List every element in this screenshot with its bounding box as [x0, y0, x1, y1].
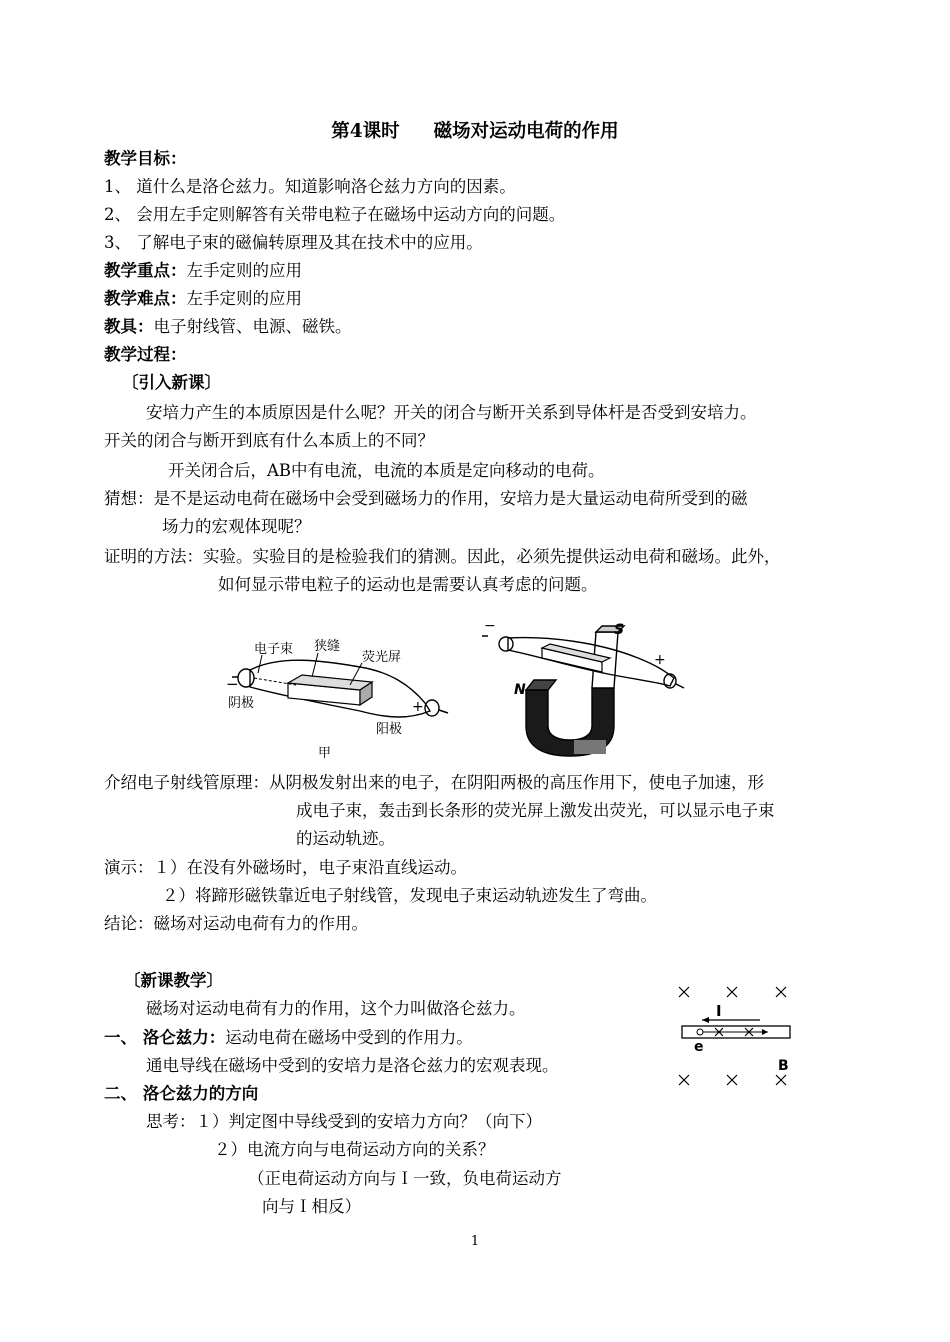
slit-pointer: [312, 653, 318, 677]
method-line-cont: 如何显示带电粒子的运动也是需要认真考虑的问题。: [218, 575, 598, 594]
lesson-topic: 磁场对运动电荷的作用: [433, 121, 619, 142]
section-definition: 运动电荷在磁场中受到的作用力。: [225, 1028, 473, 1047]
electron-arrowhead: [762, 1029, 768, 1035]
key-point: [104, 260, 302, 282]
objective-item: 3、 了解电子束的磁偏转原理及其在技术中的应用。: [104, 233, 483, 252]
key-point-text: 左手定则的应用: [186, 261, 302, 280]
think-answer-cont: 向与Ｉ相反）: [262, 1197, 361, 1216]
key-point-label: 教学重点：: [104, 261, 187, 280]
label-screen: 荧光屏: [362, 650, 402, 665]
tools-label: 教具：: [104, 317, 154, 336]
section-direction-heading: 二、 洛仑兹力的方向: [104, 1084, 259, 1103]
difficulty-text: 左手定则的应用: [186, 289, 302, 308]
think-question: 思考：１）判定图中导线受到的安培力方向？（向下）: [146, 1112, 542, 1131]
label-beam: 电子束: [254, 642, 294, 657]
figure-magnet-deflection: [478, 608, 688, 758]
anode-wire: [676, 684, 684, 688]
label-minus: −: [484, 618, 496, 634]
section-lorentz-force: [104, 1027, 473, 1049]
figure-cathode-ray-tube: [210, 615, 460, 765]
page-number: 1: [470, 1234, 480, 1249]
demo-line-cont: ２）将蹄形磁铁靠近电子射线管，发现电子束运动轨迹发生了弯曲。: [162, 886, 657, 905]
intro-heading: 〔引入新课〕: [122, 373, 221, 392]
guess-line: 猜想：是不是运动电荷在磁场中会受到磁场力的作用，安培力是大量运动电荷所受到的磁: [104, 489, 748, 508]
lesson-number: 第4课时: [331, 121, 400, 142]
new-lesson-heading: 〔新课教学〕: [124, 971, 223, 990]
section-note: 通电导线在磁场中受到的安培力是洛仑兹力的宏观表现。: [146, 1056, 559, 1075]
label-plus: +: [412, 699, 424, 715]
horseshoe-magnet: [526, 626, 624, 756]
anode-wire: [439, 710, 448, 713]
principle-line-cont: 成电子束，轰击到长条形的荧光屏上激发出荧光，可以显示电子束: [296, 801, 775, 820]
label-minus: −: [226, 675, 239, 693]
intro-paragraph: 安培力产生的本质原因是什么呢？开关的闭合与断开关系到导体杆是否受到安培力。: [146, 403, 757, 422]
section-label: 一、 洛仑兹力：: [104, 1028, 226, 1047]
label-anode: 阳极: [376, 722, 403, 737]
label-cathode: 阴极: [228, 696, 255, 711]
conclusion: 结论：磁场对运动电荷有力的作用。: [104, 914, 368, 933]
current-arrowhead: [702, 1017, 709, 1023]
tools: [104, 316, 352, 338]
demo-line: 演示：１）在没有外磁场时，电子束沿直线运动。: [104, 858, 467, 877]
new-lesson-intro: 磁场对运动电荷有力的作用，这个力叫做洛仑兹力。: [146, 999, 526, 1018]
figure-caption: 甲: [318, 746, 332, 761]
field-cross-marks: [679, 987, 786, 1085]
fluorescent-screen: [288, 675, 372, 705]
intro-paragraph-cont: 开关的闭合与断开到底有什么本质上的不同？: [104, 431, 434, 450]
think-answer: （正电荷运动方向与Ｉ一致，负电荷运动方: [248, 1169, 562, 1188]
principle-line: 介绍电子射线管原理：从阴极发射出来的电子，在阴阳两极的高压作用下，使电子加速，形: [104, 773, 764, 792]
method-line: 证明的方法：实验。实验目的是检验我们的猜测。因此，必须先提供运动电荷和磁场。此外，: [104, 547, 781, 566]
intro-answer: 开关闭合后，AB中有电流，电流的本质是定向移动的电荷。: [168, 461, 605, 480]
objective-item: 2、 会用左手定则解答有关带电粒子在磁场中运动方向的问题。: [104, 205, 566, 224]
label-electron: e: [694, 1039, 704, 1055]
label-slit: 狭缝: [314, 639, 341, 654]
objectives-heading: 教学目标：: [104, 149, 187, 168]
label-current: I: [716, 1002, 722, 1020]
beam-pointer: [258, 655, 262, 673]
label-plus: +: [654, 652, 666, 668]
label-north-pole: N: [514, 682, 526, 698]
think-question: ２）电流方向与电荷运动方向的关系？: [214, 1140, 495, 1159]
label-field: B: [778, 1058, 789, 1074]
guess-line-cont: 场力的宏观体现呢？: [162, 517, 311, 536]
objective-item: 1、 道什么是洛仑兹力。知道影响洛仑兹力方向的因素。: [104, 177, 516, 196]
process-heading: 教学过程：: [104, 345, 187, 364]
figure-wire-in-field: [672, 980, 802, 1092]
difficulty: [104, 288, 302, 310]
difficulty-label: 教学难点：: [104, 289, 187, 308]
principle-line-cont: 的运动轨迹。: [296, 829, 395, 848]
tools-text: 电子射线管、电源、磁铁。: [153, 317, 352, 336]
electron-marker: [697, 1029, 703, 1035]
label-south-pole: S: [614, 622, 625, 638]
page-title: [0, 117, 950, 143]
